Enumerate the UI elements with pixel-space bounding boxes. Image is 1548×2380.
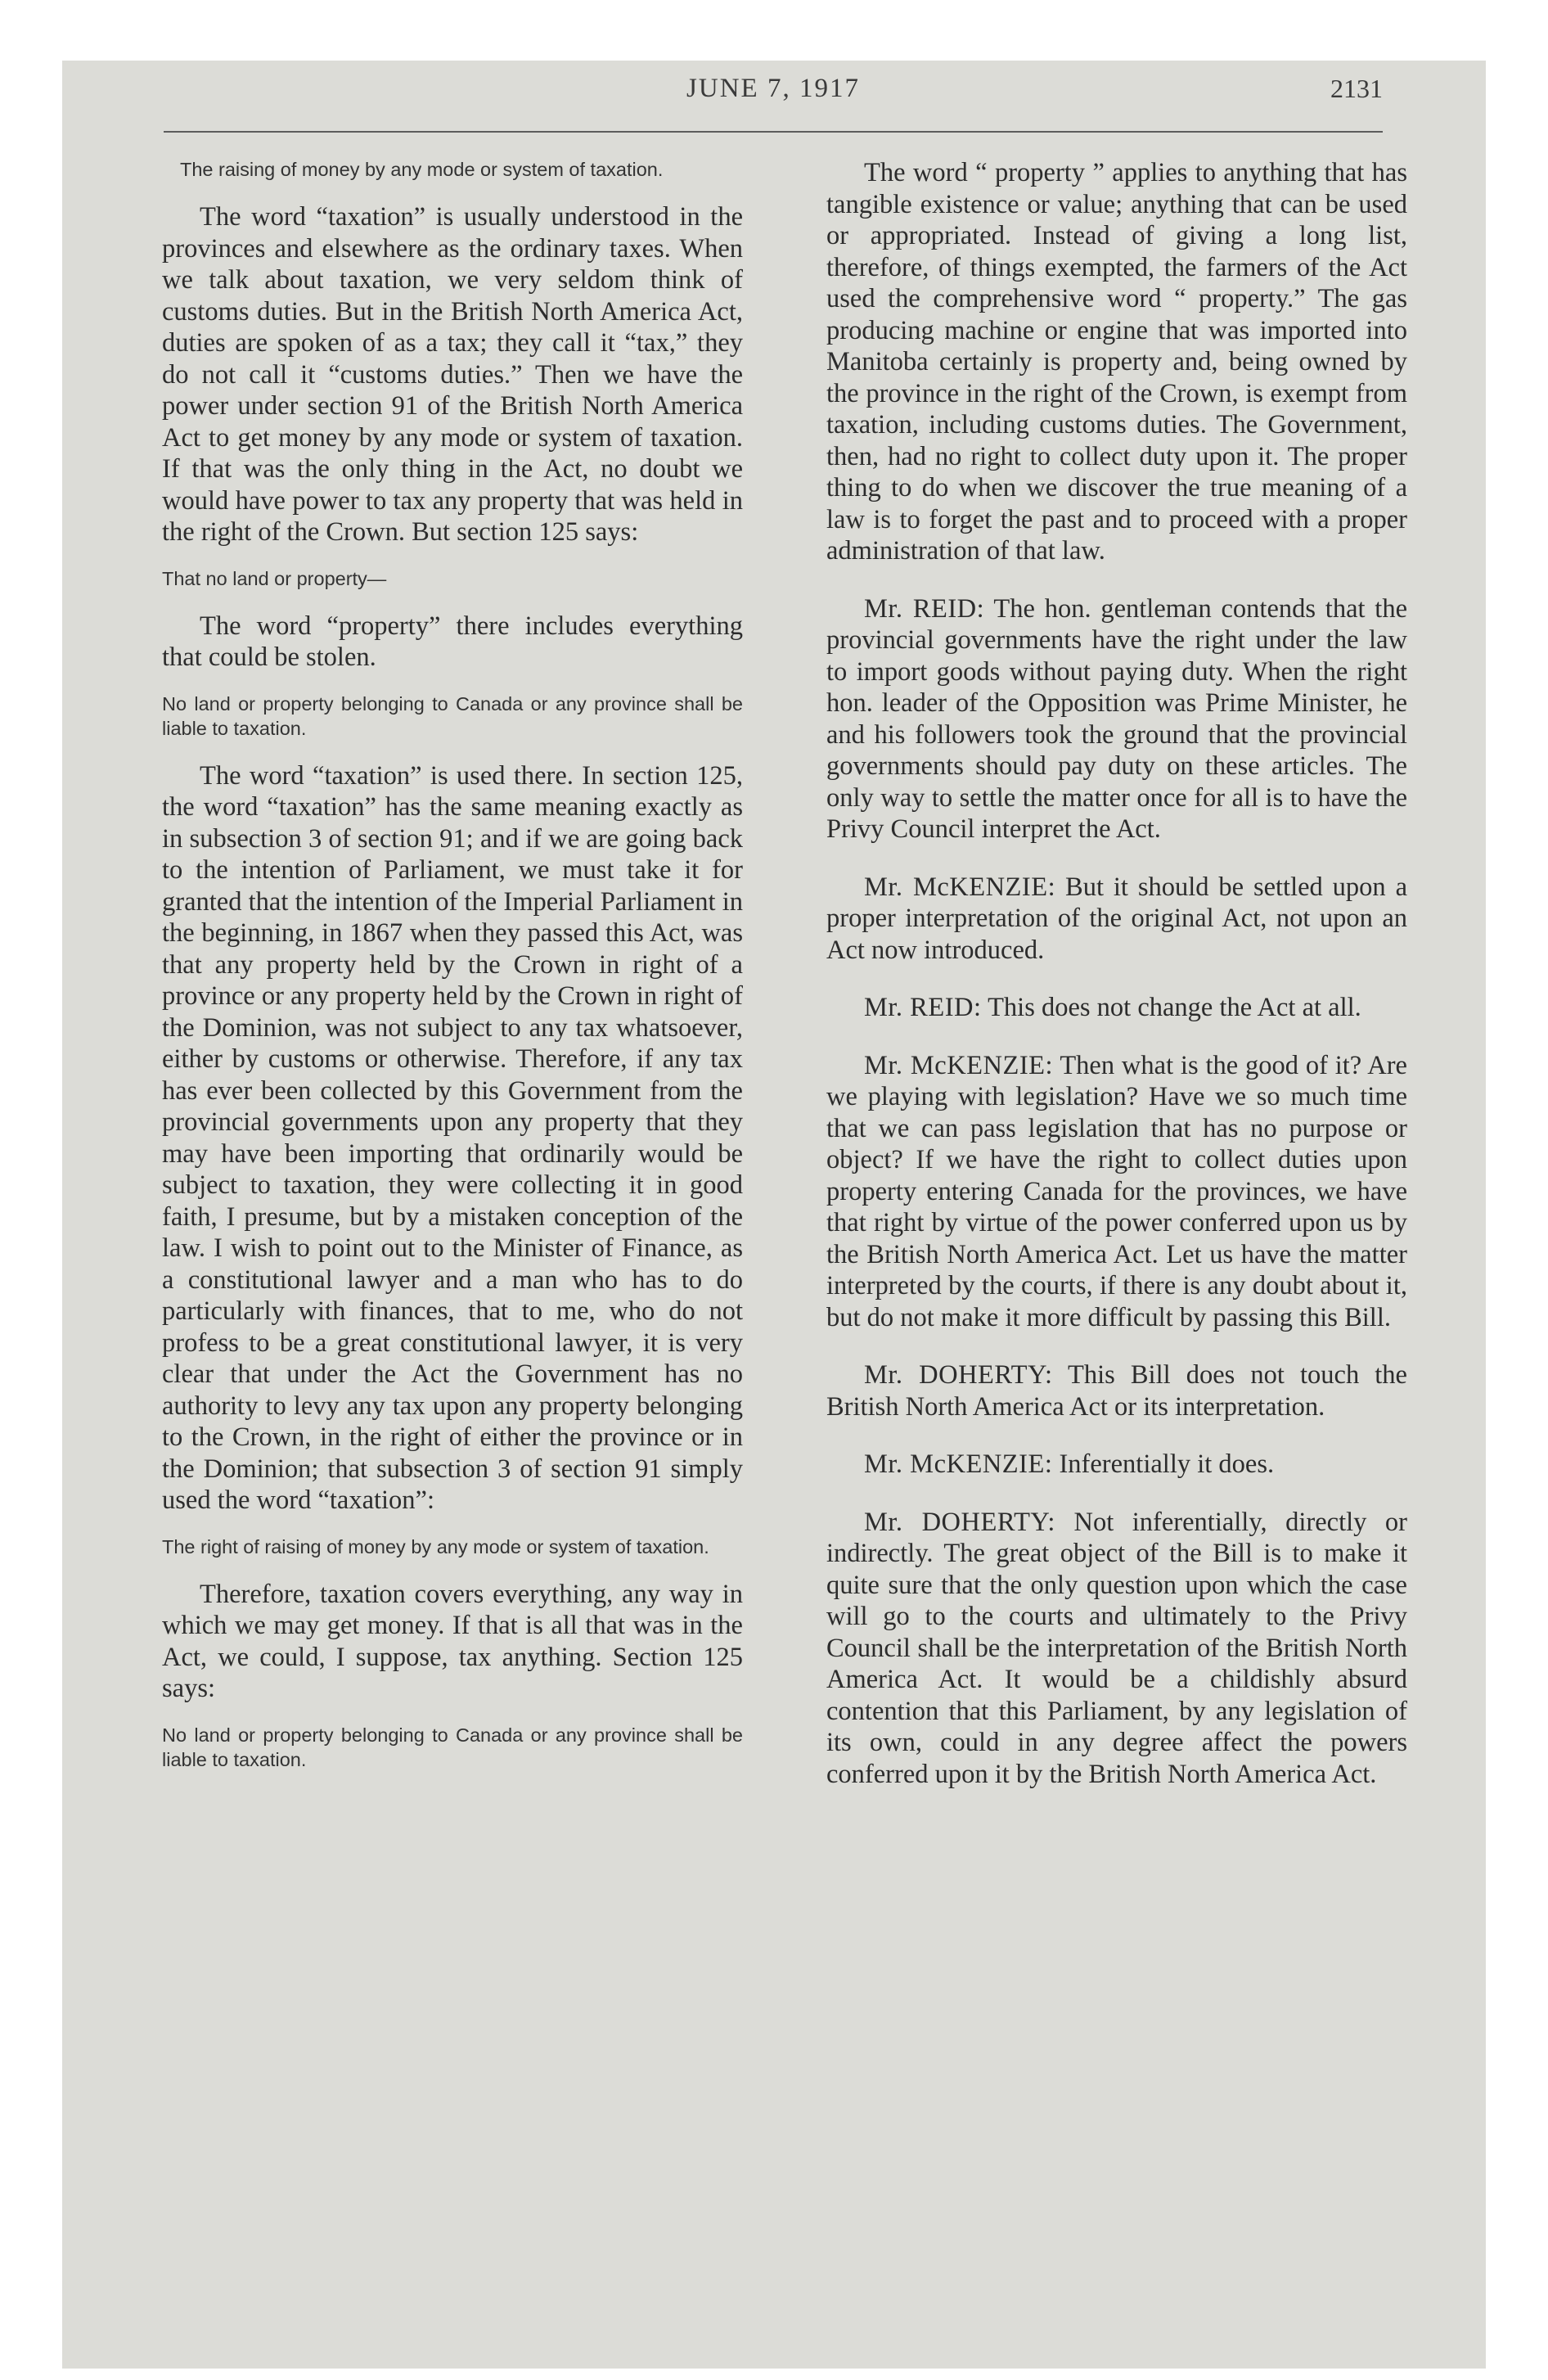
speaker-name: Mr. REID: (864, 593, 985, 624)
speech-paragraph (826, 992, 1407, 1024)
paragraph: The word “property” there includes everything that could be stolen. (162, 611, 743, 672)
speech-text: Then what is the good of it? Are we playing with legislation? Have we so much time that we can pass legislation that has no purpose or object? If we have the right to collect duties upon property entering Canada for the provinces, we have that right by virtue of the power conferred upon us by the British North America Act. Let us have the matter interpreted by the courts, if there is any doubt about it, but do not make it more difficult by passing this Bill. (826, 1050, 1407, 1332)
speech-text: This Bill does not touch the British North America Act or its interpretation. (826, 1360, 1407, 1422)
speaker-name: Mr. REID: (864, 993, 982, 1022)
header-rule (164, 131, 1383, 133)
speech-text: The hon. gentleman contends that the provincial governments have the right under the law to import goods without paying duty. When the right hon. leader of the Opposition was Prime Minister, he and his followers took the ground that the provincial governments should pay duty on these articles. The only way to settle the matter once for all is to have the Privy Council interpret the Act. (826, 593, 1408, 844)
quote-block: The raising of money by any mode or system of taxation. (180, 159, 664, 180)
paragraph: The word “ property ” applies to anything that has tangible existence or value; anything that can be used or appropriated. Instead of giving a long list, therefore, of things exempted, the farmers of the Act used the comprehensive word “ property.” The gas producing machine or engine that was imported into Manitoba certainly is property and, being owned by the province in the right of the Crown, is exempt from taxation, including customs duties. The Government, then, had no right to collect duty upon it. The proper thing to do when we discover the true meaning of a law is to forget the past and to proceed with a proper administration of that law. (826, 158, 1407, 566)
speech-paragraph (826, 1359, 1407, 1422)
quote-block: No land or property belonging to Canada or any province shall be liable to taxation. (162, 692, 743, 739)
speech-text: But it should be settled upon a proper interpretation of the original Act, not upon an Act now introduced. (826, 872, 1407, 965)
speaker-name: Mr. McKENZIE: (864, 872, 1056, 902)
quote-block: No land or property belonging to Canada or any province shall be liable to taxation. (162, 1724, 743, 1770)
left-column (162, 157, 743, 1792)
speech-text: This does not change the Act at all. (988, 993, 1361, 1022)
paragraph: Therefore, taxation covers everything, any way in which we may get money. If that is all that was in the Act, we could, I suppose, tax anything. Section 125 says: (162, 1579, 743, 1703)
speech-paragraph (826, 1507, 1407, 1791)
page-number: 2131 (1330, 74, 1383, 103)
quote-block: The right of raising of money by any mode or system of taxation. (162, 1535, 709, 1557)
speech-text: Not inferentially, directly or indirectly. The great object of the Bill is to make it quite sure that the only question upon which the case will go to the courts and ultimately to the Privy Council shall be the interpretation of the British North America Act. It would be a childishly absurd contention that this Parliament, by any legislation of its own, could in any degree affect the powers conferred upon it by the British North America Act. (826, 1507, 1407, 1789)
speaker-name: Mr. McKENZIE: (864, 1449, 1053, 1479)
paragraph: The word “taxation” is used there. In section 125, the word “taxation” has the same meaning exactly as in subsection 3 of section 91; and if we are going back to the intention of Parliament, we must take it for granted that the intention of the Imperial Parliament in the beginning, in 1867 when they passed this Act, was that any property held by the Crown in right of a province or any property held by the Crown in right of the Dominion, was not subject to any tax whatsoever, either by customs or otherwise. Therefore, if any tax has ever been collected by this Government from the provincial governments upon any property that they may have been importing that ordinarily would be subject to taxation, they were collecting it in good faith, I presume, but by a mistaken conception of the law. I wish to point out to the Minister of Finance, as a constitutional lawyer and a man who has to do particularly with finances, that to me, who do not profess to be a great constitutional lawyer, it is very clear that under the Act the Government has no authority to levy any tax upon any property belonging to the Crown, in the right of either the province or in the Dominion; that subsection 3 of section 91 simply used the word “taxation”: (162, 760, 743, 1515)
page-header (164, 74, 1383, 119)
quote-block: That no land or property— (162, 567, 387, 589)
right-column (826, 157, 1407, 1816)
paragraph: The word “taxation” is usually understood in the provinces and elsewhere as the ordinary taxes. When we talk about taxation, we very seldom think of customs duties. But in the British North America Act, duties are spoken of as a tax; they call it “tax,” they do not call it “customs duties.” Then we have the power under section 91 of the British North America Act to get money by any mode or system of taxation. If that was the only thing in the Act, no doubt we would have power to tax any property that was held in the right of the Crown. But section 125 says: (162, 202, 743, 547)
speech-paragraph (826, 1449, 1407, 1481)
speech-paragraph (826, 872, 1407, 967)
speaker-name: Mr. McKENZIE: (864, 1050, 1054, 1080)
page-date: JUNE 7, 1917 (686, 74, 860, 103)
speaker-name: Mr. DOHERTY: (864, 1360, 1053, 1390)
speaker-name: Mr. DOHERTY: (864, 1507, 1055, 1537)
speech-text: Inferentially it does. (1059, 1449, 1275, 1479)
speech-paragraph (826, 593, 1407, 845)
speech-paragraph (826, 1050, 1407, 1334)
